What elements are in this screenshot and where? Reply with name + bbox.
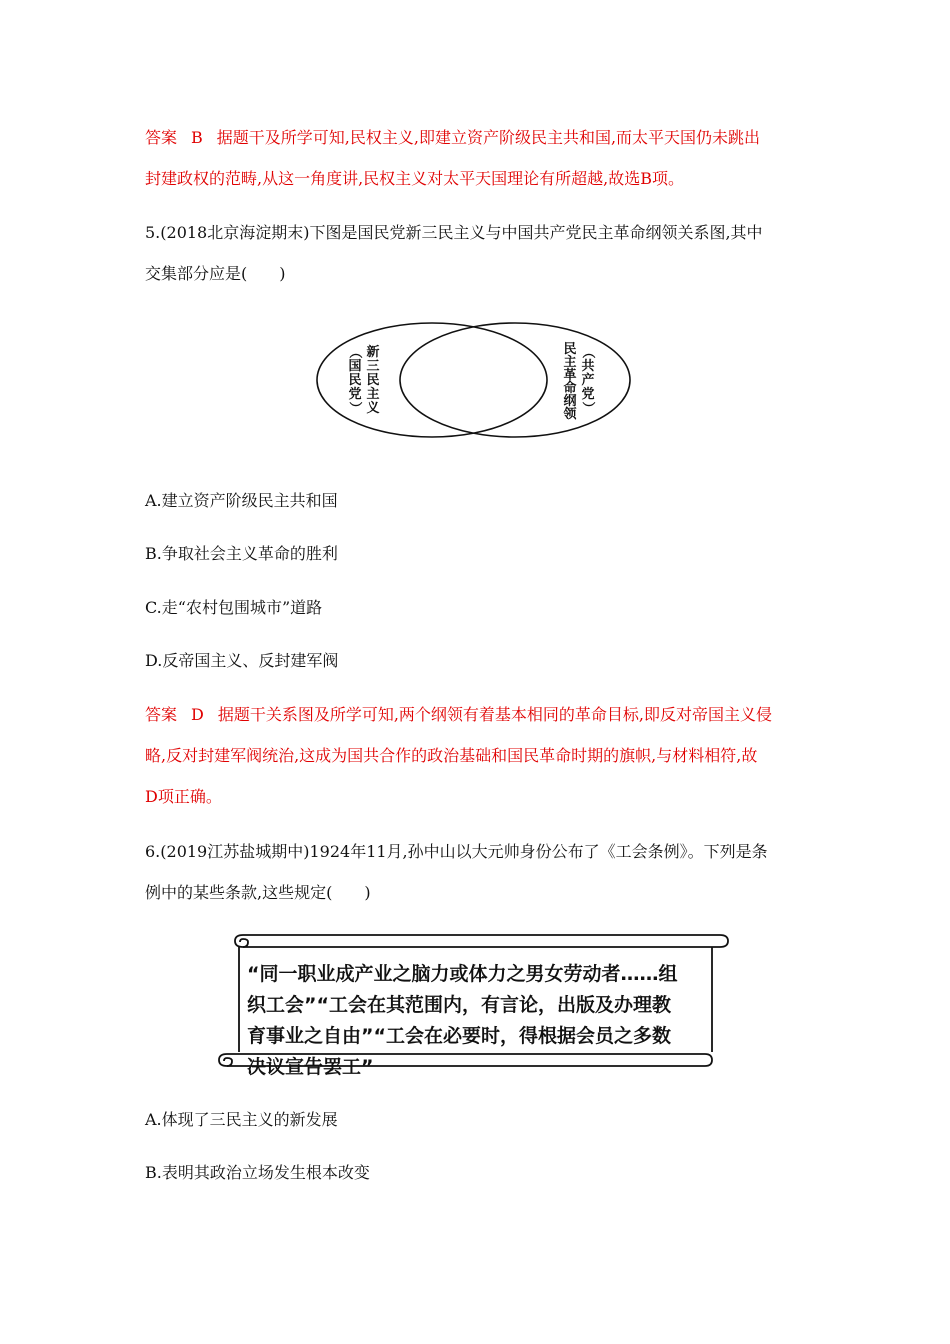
option-6b: B.表明其政治立场发生根本改变 (145, 1163, 370, 1182)
venn-left-sub-label-char: ） (347, 401, 362, 415)
question-5-stem-line-2: 交集部分应是( ) (145, 264, 286, 283)
answer-key: D (191, 705, 204, 724)
answer-key: B (191, 128, 203, 147)
venn-left-sub-label-char: 党 (348, 387, 362, 402)
answer-text: 据题干及所学可知,民权主义,即建立资产阶级民主共和国,而太平天国仍未跳出 (216, 128, 761, 147)
scroll-line-2: 织工会”“工会在其范围内，有言论，出版及办理教 (247, 994, 671, 1016)
option-5d: D.反帝国主义、反封建军阀 (145, 651, 339, 670)
venn-left-label-char: 义 (366, 401, 380, 416)
venn-left-label-char: 主 (366, 387, 380, 402)
answer-label: 答案 (145, 705, 178, 724)
answer-5-line-2: 略,反对封建军阀统治,这成为国共合作的政治基础和国民革命时期的旗帜,与材料相符,故 (145, 746, 758, 765)
question-6-stem-line-1: 6.(2019江苏盐城期中)1924年11月,孙中山以大元帅身份公布了《工会条例》。下列是条 (145, 842, 768, 861)
scroll-line-4: 决议宣告罢工” (247, 1056, 374, 1078)
venn-left-label-char: 民 (366, 373, 380, 388)
venn-diagram (312, 318, 642, 443)
venn-left-label-char: 三 (366, 359, 380, 374)
venn-right-sub-label-char: 党 (581, 387, 595, 402)
venn-left-sub-label-char: 民 (348, 373, 362, 388)
answer-5-line-1 (145, 704, 815, 726)
scroll-line-1: “同一职业成产业之脑力或体力之男女劳动者……组 (247, 963, 678, 985)
option-6a: A.体现了三民主义的新发展 (145, 1110, 338, 1129)
question-6-stem-line-2: 例中的某些条款,这些规定( ) (145, 883, 371, 902)
venn-right-label-char: 主 (563, 355, 577, 370)
venn-left-sub-label-char: 国 (348, 359, 362, 374)
answer-4-line-2: 封建政权的范畴,从这一角度讲,民权主义对太平天国理论有所超越,故选B项。 (145, 169, 685, 188)
answer-4-line-1 (145, 127, 815, 149)
venn-right-label-char: 革 (563, 368, 577, 383)
venn-left-label-char: 新 (366, 345, 380, 360)
option-5c: C.走“农村包围城市”道路 (145, 598, 323, 617)
answer-text: 据题干关系图及所学可知,两个纲领有着基本相同的革命目标,即反对帝国主义侵 (217, 705, 773, 724)
option-5a: A.建立资产阶级民主共和国 (145, 491, 338, 510)
venn-right-sub-label-char: （ (580, 345, 595, 359)
venn-right-label-char: 民 (563, 342, 577, 357)
option-5b: B.争取社会主义革命的胜利 (145, 544, 338, 563)
venn-right-label (562, 342, 577, 422)
answer-label: 答案 (145, 128, 178, 147)
venn-right-sub-label-char: 共 (581, 359, 595, 374)
venn-right-sub-label (580, 345, 596, 414)
venn-right-label-char: 纲 (563, 394, 577, 409)
venn-left-sub-label (347, 345, 363, 414)
question-5-stem-line-1: 5.(2018北京海淀期末)下图是国民党新三民主义与中国共产党民主革命纲领关系图,其中 (145, 223, 763, 242)
answer-5-line-3: D项正确。 (145, 787, 222, 806)
venn-right-sub-label-char: ） (580, 401, 595, 415)
venn-left-sub-label-char: （ (347, 345, 362, 359)
venn-right-label-char: 领 (563, 407, 577, 422)
venn-right-sub-label-char: 产 (581, 373, 595, 388)
venn-right-label-char: 命 (563, 381, 577, 396)
venn-left-label (366, 344, 379, 416)
scroll-line-3: 育事业之自由”“工会在必要时，得根据会员之多数 (247, 1025, 671, 1047)
